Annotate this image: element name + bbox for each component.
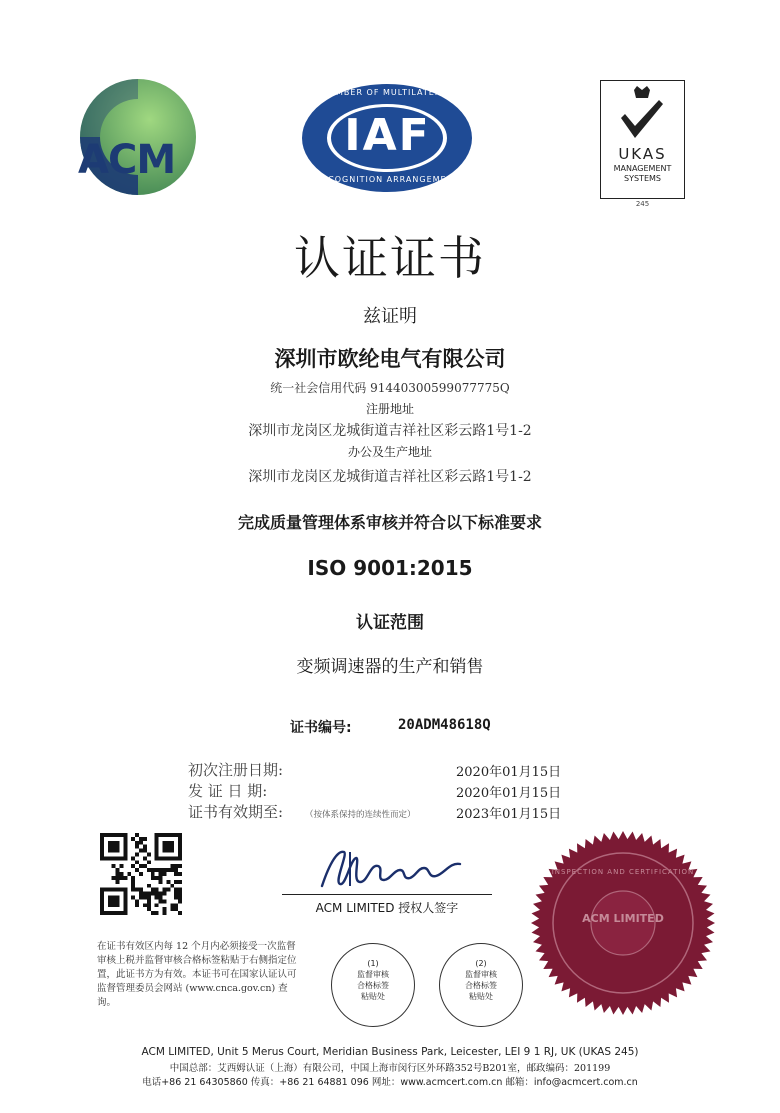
seal-ring-text: INSPECTION AND CERTIFICATION: [551, 868, 695, 876]
expiry-note: （按体系保持的连续性而定）: [305, 810, 416, 820]
office-address: 深圳市龙岗区龙城街道吉祥社区彩云路1号1-2: [248, 469, 532, 485]
acm-logo-text: ACM: [78, 137, 176, 183]
sticker-2-line2: 合格标签: [465, 981, 497, 990]
subtitle: 兹证明: [363, 306, 417, 327]
signature-label: ACM LIMITED 授权人签字: [315, 901, 459, 915]
embossed-seal: [528, 828, 718, 1018]
sticker-1-line2: 合格标签: [357, 981, 389, 990]
first-reg-date: 2020年01月15日: [456, 765, 562, 780]
expiry-date: 2023年01月15日: [456, 807, 562, 822]
footer-cn-address: 中国总部：艾西姆认证（上海）有限公司，中国上海市闵行区外环路352号B201室，邮政编码：201199: [169, 1063, 611, 1074]
sticker-2-line1: 监督审核: [465, 970, 497, 979]
acm-logo: [68, 75, 203, 205]
ukas-text: UKAS: [618, 145, 667, 163]
ukas-number: 245: [635, 200, 650, 208]
company-name: 深圳市欧纶电气有限公司: [274, 347, 506, 371]
reg-address: 深圳市龙岗区龙城街道吉祥社区彩云路1号1-2: [248, 423, 532, 439]
crown-tick-icon: [601, 84, 684, 144]
cert-no-label: 证书编号:: [290, 720, 352, 736]
signature: [310, 842, 480, 894]
ukas-management-text: MANAGEMENT: [613, 164, 672, 173]
signature-line: [282, 894, 492, 895]
seal-text: ACM LIMITED: [582, 912, 664, 925]
reg-address-label: 注册地址: [365, 402, 414, 416]
scope: 变频调速器的生产和销售: [296, 657, 484, 677]
issue-date: 2020年01月15日: [456, 786, 562, 801]
iso-standard: ISO 9001:2015: [307, 556, 473, 580]
surveillance-sticker-2: [439, 943, 523, 1027]
qr-code[interactable]: [100, 833, 182, 915]
sticker-1-line3: 粘贴处: [361, 992, 385, 1001]
iaf-logo: [300, 82, 475, 194]
iaf-ring-bottom: RECOGNITION ARRANGEMENT: [315, 175, 460, 184]
credit-code: 统一社会信用代码 91440300599077775Q: [270, 381, 510, 395]
sticker-2-line3: 粘贴处: [469, 992, 493, 1001]
validity-note: 在证书有效区内每 12 个月内必须接受一次监督审核上税并监督审核合格标签粘贴于右侧指定位置，此证书方为有效。本证书可在国家认证认可监督管理委员会网站 (www.cnca.gov.cn) 查询。: [97, 941, 297, 1008]
sticker-2-number: (2): [475, 959, 487, 968]
ukas-logo: [600, 80, 685, 210]
sticker-1-line1: 监督审核: [357, 970, 389, 979]
footer-contact: 电话+86 21 64305860 传真：+86 21 64881 096 网址：www.acmcert.com.cn 邮箱：info@acmcert.com.cn: [142, 1077, 638, 1088]
scope-label: 认证范围: [356, 613, 424, 633]
iaf-ring-top: MEMBER OF MULTILATERAL: [322, 88, 453, 97]
certificate-title: 认证证书: [294, 231, 486, 285]
footer-uk-address: ACM LIMITED, Unit 5 Merus Court, Meridian Business Park, Leicester, LEI 9 1 RJ, UK (UKAS 245): [141, 1046, 639, 1058]
issue-date-label: 发 证 日 期:: [188, 782, 268, 800]
surveillance-sticker-1: [331, 943, 415, 1027]
cert-no: 20ADM48618Q: [398, 717, 491, 733]
expiry-label: 证书有效期至:: [188, 803, 284, 821]
ukas-systems-text: SYSTEMS: [624, 174, 661, 183]
sticker-1-number: (1): [367, 959, 379, 968]
office-address-label: 办公及生产地址: [347, 445, 432, 459]
iaf-logo-text: IAF: [344, 110, 431, 161]
first-reg-label: 初次注册日期:: [188, 761, 284, 779]
statement: 完成质量管理体系审核并符合以下标准要求: [237, 513, 542, 532]
